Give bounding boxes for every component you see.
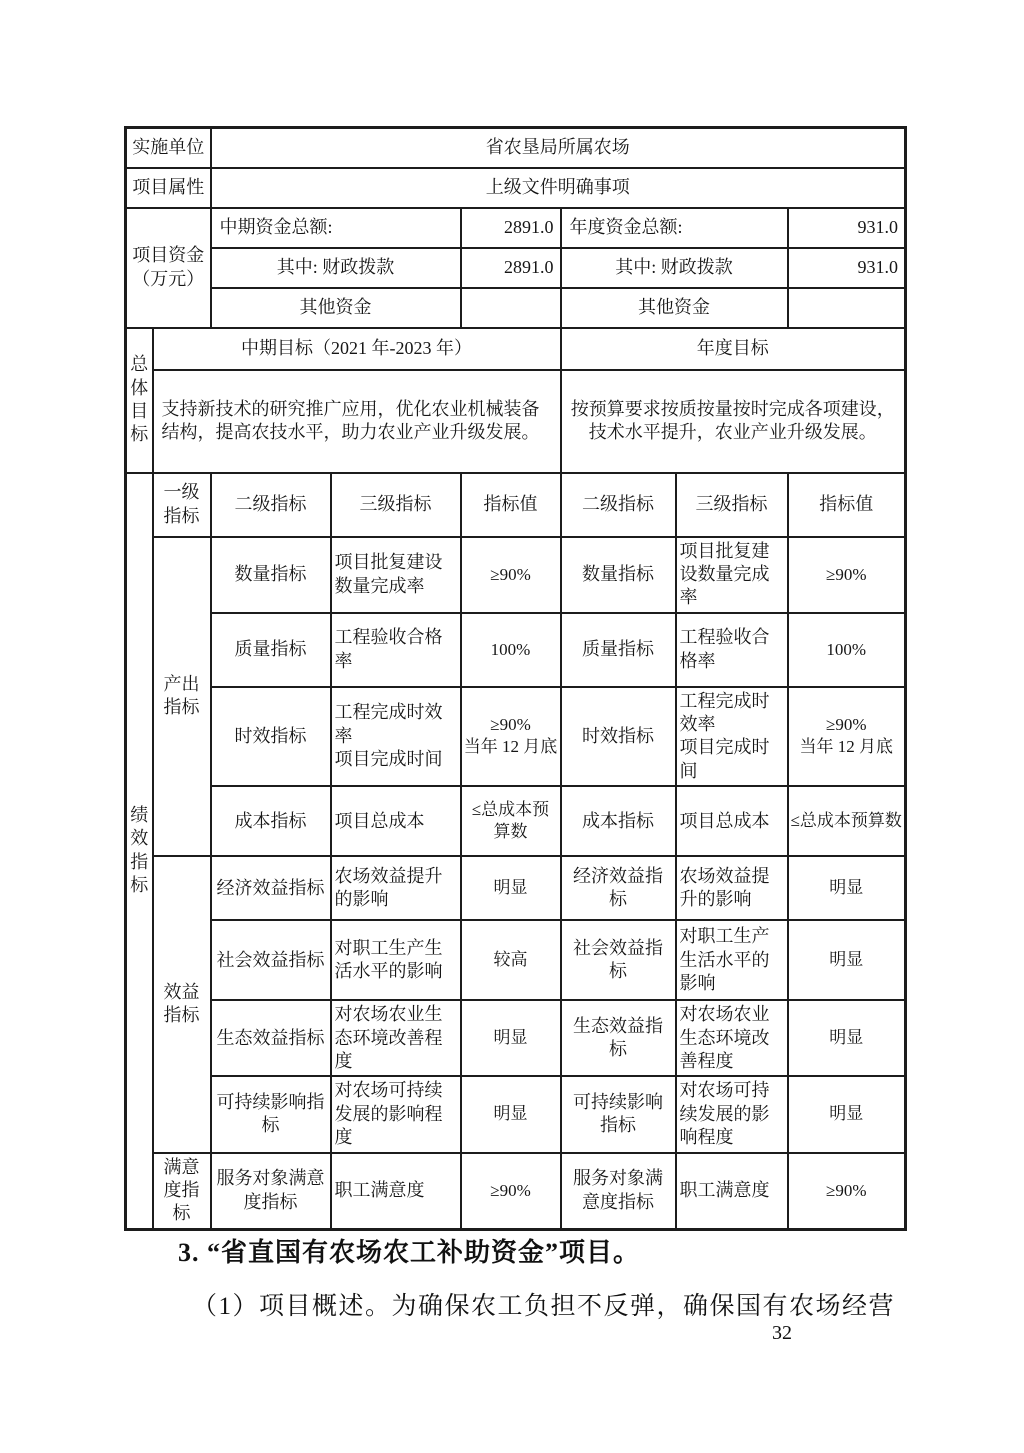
table-row: [126, 168, 906, 208]
overall-goal-side-label: 总体目标: [126, 328, 153, 473]
level3-cell: 项目批复建设数量完成率: [676, 537, 788, 613]
value-cell: ≤总成本预算数: [461, 786, 561, 856]
table-row: [126, 328, 906, 370]
level2-cell: 质量指标: [561, 613, 676, 687]
value-cell: 明显: [788, 1076, 906, 1152]
level2-cell: 服务对象满意度指标: [211, 1153, 331, 1230]
performance-indicator-table: [124, 126, 907, 1231]
level2-cell: 生态效益指标: [211, 1000, 331, 1076]
mid-fiscal-value: 2891.0: [461, 248, 561, 288]
value-cell: 较高: [461, 920, 561, 1000]
level2-cell: 成本指标: [211, 786, 331, 856]
header-level3-left: 三级指标: [331, 473, 461, 537]
implement-unit-value: 省农垦局所属农场: [211, 128, 906, 168]
level2-cell: 时效指标: [561, 687, 676, 787]
level3-cell: 项目总成本: [331, 786, 461, 856]
value-cell: ≥90%: [461, 1153, 561, 1230]
level2-cell: 经济效益指标: [211, 856, 331, 920]
header-value-left: 指标值: [461, 473, 561, 537]
year-goal-text: 按预算要求按质按量按时完成各项建设，技术水平提升，农业产业升级发展。: [561, 370, 906, 473]
table-row: [126, 613, 906, 687]
mid-fiscal-label: 其中: 财政拨款: [211, 248, 461, 288]
table-row: [126, 856, 906, 920]
table-row: [126, 288, 906, 328]
level2-cell: 数量指标: [211, 537, 331, 613]
year-fiscal-label: 其中: 财政拨款: [561, 248, 788, 288]
level2-cell: 服务对象满意度指标: [561, 1153, 676, 1230]
header-level2-right: 二级指标: [561, 473, 676, 537]
level3-cell: 对农场可持续发展的影响程度: [331, 1076, 461, 1152]
project-attribute-label: 项目属性: [126, 168, 211, 208]
value-cell: ≥90%: [788, 537, 906, 613]
level2-cell: 生态效益指标: [561, 1000, 676, 1076]
table-row: [126, 208, 906, 248]
level3-cell: 对农场农业生态环境改善程度: [331, 1000, 461, 1076]
value-cell: 明显: [788, 1000, 906, 1076]
header-value-right: 指标值: [788, 473, 906, 537]
page-number: 32: [772, 1322, 792, 1344]
level2-cell: 可持续影响指标: [561, 1076, 676, 1152]
table-row: [126, 920, 906, 1000]
level3-cell: 工程完成时效率 项目完成时间: [676, 687, 788, 787]
section-heading: 3. “省直国有农场农工补助资金”项目。: [178, 1238, 641, 1267]
year-goal-header: 年度目标: [561, 328, 906, 370]
project-attribute-value: 上级文件明确事项: [211, 168, 906, 208]
table-row: [126, 128, 906, 168]
year-fiscal-value: 931.0: [788, 248, 906, 288]
table-row: [126, 1076, 906, 1152]
level3-cell: 工程验收合格率: [331, 613, 461, 687]
level2-cell: 数量指标: [561, 537, 676, 613]
mid-total-label: 中期资金总额:: [211, 208, 461, 248]
value-cell: ≥90%: [461, 537, 561, 613]
value-cell: 明显: [461, 1000, 561, 1076]
implement-unit-label: 实施单位: [126, 128, 211, 168]
level2-cell: 成本指标: [561, 786, 676, 856]
mid-goal-text: 支持新技术的研究推广应用，优化农业机械装备结构，提高农技水平，助力农业产业升级发展。: [153, 370, 561, 473]
level2-cell: 社会效益指标: [561, 920, 676, 1000]
level3-cell: 对农场农业生态环境改善程度: [676, 1000, 788, 1076]
table-row: [126, 370, 906, 473]
value-cell: ≥90% 当年 12 月底: [461, 687, 561, 787]
mid-other-value: [461, 288, 561, 328]
performance-side-label: 绩效指标: [126, 473, 153, 1230]
level3-cell: 项目批复建设数量完成率: [331, 537, 461, 613]
table-row: [126, 786, 906, 856]
level2-cell: 社会效益指标: [211, 920, 331, 1000]
level3-cell: 对农场可持续发展的影响程度: [676, 1076, 788, 1152]
level1-cell: 产出指标: [153, 537, 211, 857]
value-cell: ≥90% 当年 12 月底: [788, 687, 906, 787]
level2-cell: 可持续影响指标: [211, 1076, 331, 1152]
table-row: [126, 1000, 906, 1076]
value-cell: 100%: [788, 613, 906, 687]
value-cell: 明显: [788, 920, 906, 1000]
body-paragraph: （1）项目概述。为确保农工负担不反弹，确保国有农场经营: [192, 1293, 896, 1320]
header-level3-right: 三级指标: [676, 473, 788, 537]
value-cell: ≥90%: [788, 1153, 906, 1230]
value-cell: 100%: [461, 613, 561, 687]
level3-cell: 职工满意度: [331, 1153, 461, 1230]
table-row: [126, 537, 906, 613]
mid-other-label: 其他资金: [211, 288, 461, 328]
level2-cell: 质量指标: [211, 613, 331, 687]
year-total-value: 931.0: [788, 208, 906, 248]
level3-cell: 对职工生产生活水平的影响: [676, 920, 788, 1000]
funding-label: 项目资金 （万元）: [126, 208, 211, 328]
level3-cell: 项目总成本: [676, 786, 788, 856]
level3-cell: 农场效益提升的影响: [331, 856, 461, 920]
table-row: [126, 248, 906, 288]
year-other-value: [788, 288, 906, 328]
year-total-label: 年度资金总额:: [561, 208, 788, 248]
level3-cell: 工程完成时效率 项目完成时间: [331, 687, 461, 787]
table-header-row: [126, 473, 906, 537]
mid-total-value: 2891.0: [461, 208, 561, 248]
header-level2-left: 二级指标: [211, 473, 331, 537]
level3-cell: 农场效益提升的影响: [676, 856, 788, 920]
level2-cell: 时效指标: [211, 687, 331, 787]
mid-goal-header: 中期目标（2021 年-2023 年）: [153, 328, 561, 370]
level2-cell: 经济效益指标: [561, 856, 676, 920]
value-cell: 明显: [461, 856, 561, 920]
level1-cell: 满意度指标: [153, 1153, 211, 1230]
level3-cell: 对职工生产生活水平的影响: [331, 920, 461, 1000]
header-level1: 一级指标: [153, 473, 211, 537]
level3-cell: 职工满意度: [676, 1153, 788, 1230]
table-row: [126, 1153, 906, 1230]
year-other-label: 其他资金: [561, 288, 788, 328]
level3-cell: 工程验收合格率: [676, 613, 788, 687]
table-row: [126, 687, 906, 787]
value-cell: 明显: [461, 1076, 561, 1152]
level1-cell: 效益指标: [153, 856, 211, 1152]
value-cell: 明显: [788, 856, 906, 920]
value-cell: ≤总成本预算数: [788, 786, 906, 856]
